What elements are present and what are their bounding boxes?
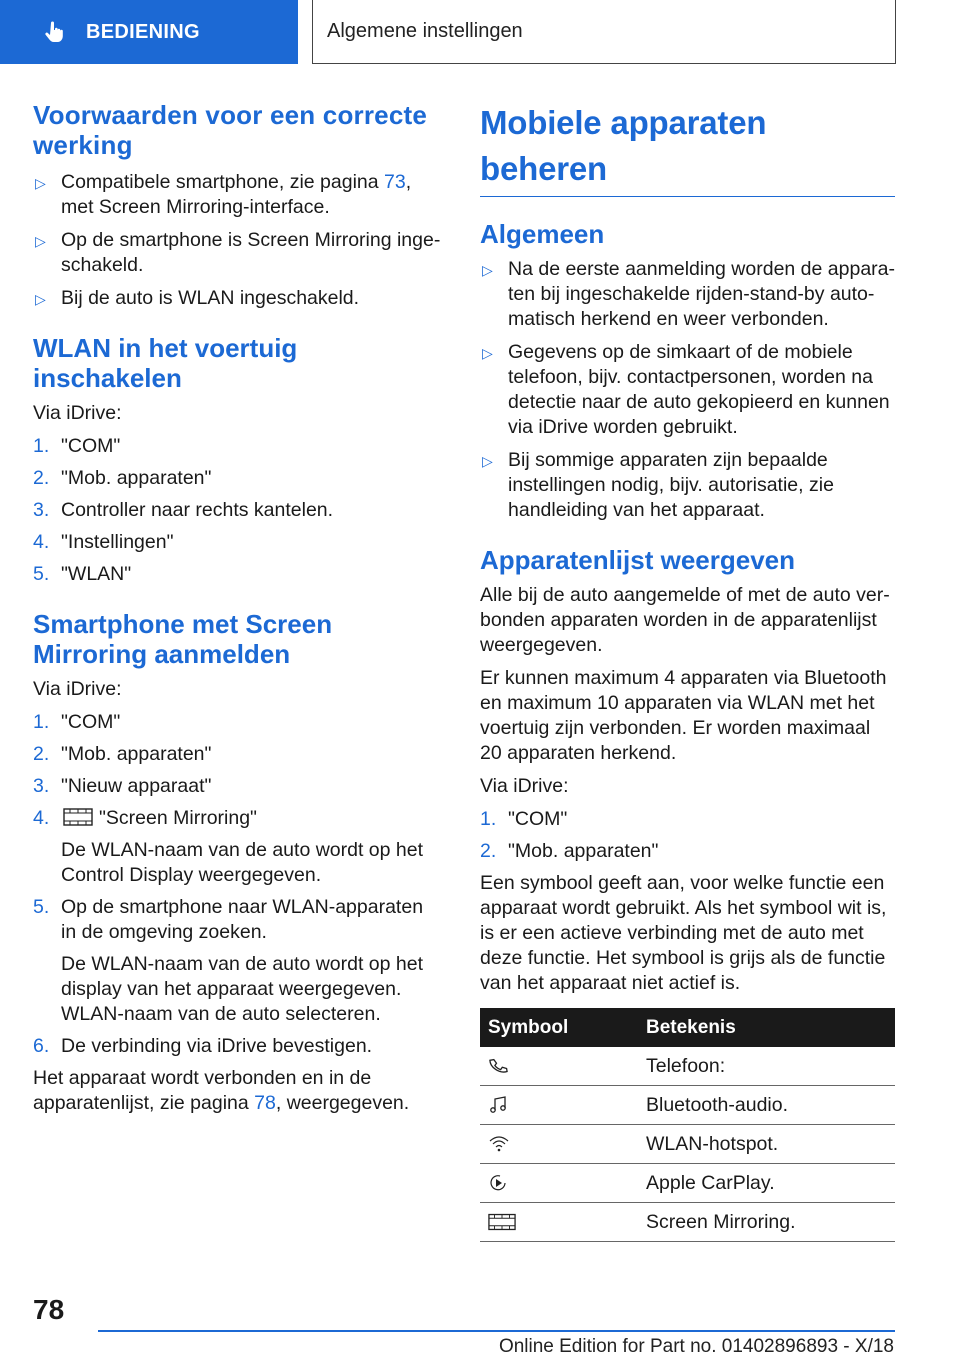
via-idrive: Via iDrive: [480, 775, 569, 797]
page-link[interactable]: 73 [384, 171, 406, 193]
triangle-bullet-icon: ▷ [35, 233, 46, 249]
table-row [480, 1203, 895, 1242]
triangle-bullet-icon: ▷ [35, 175, 46, 191]
triangle-bullet-icon: ▷ [35, 291, 46, 307]
edition-text: Online Edition for Part no. 01402896893 - X/18 [498, 1336, 894, 1357]
right-column [480, 100, 895, 1242]
list-item: ▷ Op de smartphone is Screen Mirroring ingeschakeld. [35, 229, 441, 276]
mirroring-steps [33, 710, 441, 1059]
footer-divider [98, 1330, 895, 1332]
outro-paragraph: Het apparaat wordt verbonden en in de apparatenlijst, zie pagina 78, weergegeven. [33, 1067, 410, 1114]
section-label: BEDIENING [86, 20, 200, 43]
step-item: 1. "COM" [33, 711, 121, 733]
meaning-cell: Bluetooth-audio. [638, 1086, 895, 1125]
requirements-list [33, 170, 441, 311]
wlan-steps [33, 434, 441, 587]
step-item: 4. "Instellingen" [33, 531, 174, 553]
triangle-bullet-icon: ▷ [482, 453, 493, 469]
screen-mirroring-icon [63, 808, 93, 826]
page-number: 78 [33, 1294, 65, 1325]
paragraph: Alle bij de auto aangemelde of met de auto verbonden apparaten worden in de apparatenlijst weergegeven. [480, 584, 890, 656]
table-row [480, 1047, 895, 1086]
step-item: 4. "Screen Mirroring" De WLAN-naam van de auto wordt op het Control Display weergegeven. [33, 807, 424, 886]
section-tab[interactable] [0, 0, 298, 64]
meaning-cell: Screen Mirroring. [638, 1203, 895, 1242]
paragraph: Er kunnen maximum 4 apparaten via Bluetooth en maximum 10 apparaten via WLAN met het voertuig zijn verbonden. Er worden maximaal 20 apparaten herkend. [480, 667, 887, 764]
table-row [480, 1086, 895, 1125]
step-item: 6. De verbinding via iDrive bevestigen. [33, 1035, 373, 1057]
triangle-bullet-icon: ▷ [482, 262, 493, 278]
table-header-row [480, 1008, 895, 1047]
hand-pointer-icon [42, 20, 66, 44]
meaning-cell: Apple CarPlay. [638, 1164, 895, 1203]
meaning-cell: WLAN-hotspot. [638, 1125, 895, 1164]
step-item: 3. Controller naar rechts kantelen. [33, 499, 334, 521]
list-item: ▷ Na de eerste aanmelding worden de apparaten bij ingeschakelde rijden-stand-by automatisch herkend en weer verbonden. [482, 258, 896, 330]
symbol-table [480, 1008, 895, 1242]
step-item: 2. "Mob. apparaten" [33, 743, 212, 765]
heading-device-list: Apparatenlijst weergeven [480, 545, 795, 575]
list-item: ▷ Bij sommige apparaten zijn bepaalde instellingen nodig, bijv. autorisatie, zie handleiding van het apparaat. [482, 449, 834, 521]
page-title: Mobiele apparaten beheren [480, 100, 895, 197]
step-item: 2. "Mob. apparaten" [33, 467, 212, 489]
general-list [480, 257, 895, 523]
carplay-icon [488, 1173, 508, 1193]
column-header: Betekenis [638, 1008, 895, 1047]
chapter-title-text: Algemene instellingen [327, 20, 523, 42]
via-idrive: Via iDrive: [33, 678, 122, 700]
step-item: 1. "COM" [33, 435, 121, 457]
step-item: 5. "WLAN" [33, 563, 132, 585]
page-link[interactable]: 78 [254, 1092, 276, 1114]
heading-screen-mirroring: Smartphone met Screen Mirroring aanmelden [33, 609, 333, 669]
step-item: 3. "Nieuw apparaat" [33, 775, 212, 797]
heading-requirements: Voorwaarden voor een correcte werking [33, 100, 428, 160]
step-item: 2. "Mob. apparaten" [480, 840, 659, 862]
list-item: ▷ Bij de auto is WLAN ingeschakeld. [33, 286, 441, 311]
heading-wlan: WLAN in het voertuig inschakelen [33, 333, 298, 393]
phone-icon [488, 1056, 508, 1076]
via-idrive: Via iDrive: [33, 402, 122, 424]
chapter-title [312, 0, 896, 64]
column-header: Symbool [480, 1008, 638, 1047]
heading-general: Algemeen [480, 219, 605, 249]
meaning-cell: Telefoon: [638, 1047, 895, 1086]
paragraph: Een symbool geeft aan, voor welke functie een apparaat wordt gebruikt. Als het symbool wit is, is er een actieve verbinding met de auto met deze functie. Het symbool is grijs als de functie van het apparaat niet actief is. [480, 872, 887, 994]
screen-mirroring-icon [488, 1213, 516, 1231]
triangle-bullet-icon: ▷ [482, 345, 493, 361]
table-row [480, 1164, 895, 1203]
left-column [33, 100, 441, 1124]
table-row [480, 1125, 895, 1164]
step-item: 1. "COM" [480, 808, 568, 830]
device-steps [480, 807, 895, 864]
step-item: 5. Op de smartphone naar WLAN-apparaten in de omgeving zoeken. De WLAN-naam van de auto wordt op het display van het apparaat weergegeven. WLAN-naam van de auto selecteren. [33, 896, 424, 1025]
list-item: ▷ Gegevens op de simkaart of de mobiele telefoon, bijv. contactpersonen, worden na detectie naar de auto gekopieerd en kunnen via iDrive worden gebruikt. [482, 341, 890, 438]
music-note-icon [488, 1095, 508, 1115]
wifi-hotspot-icon [488, 1134, 510, 1154]
list-item: ▷ Compatibele smartphone, zie pagina 73, met Screen Mirroring-interface. [35, 171, 412, 218]
